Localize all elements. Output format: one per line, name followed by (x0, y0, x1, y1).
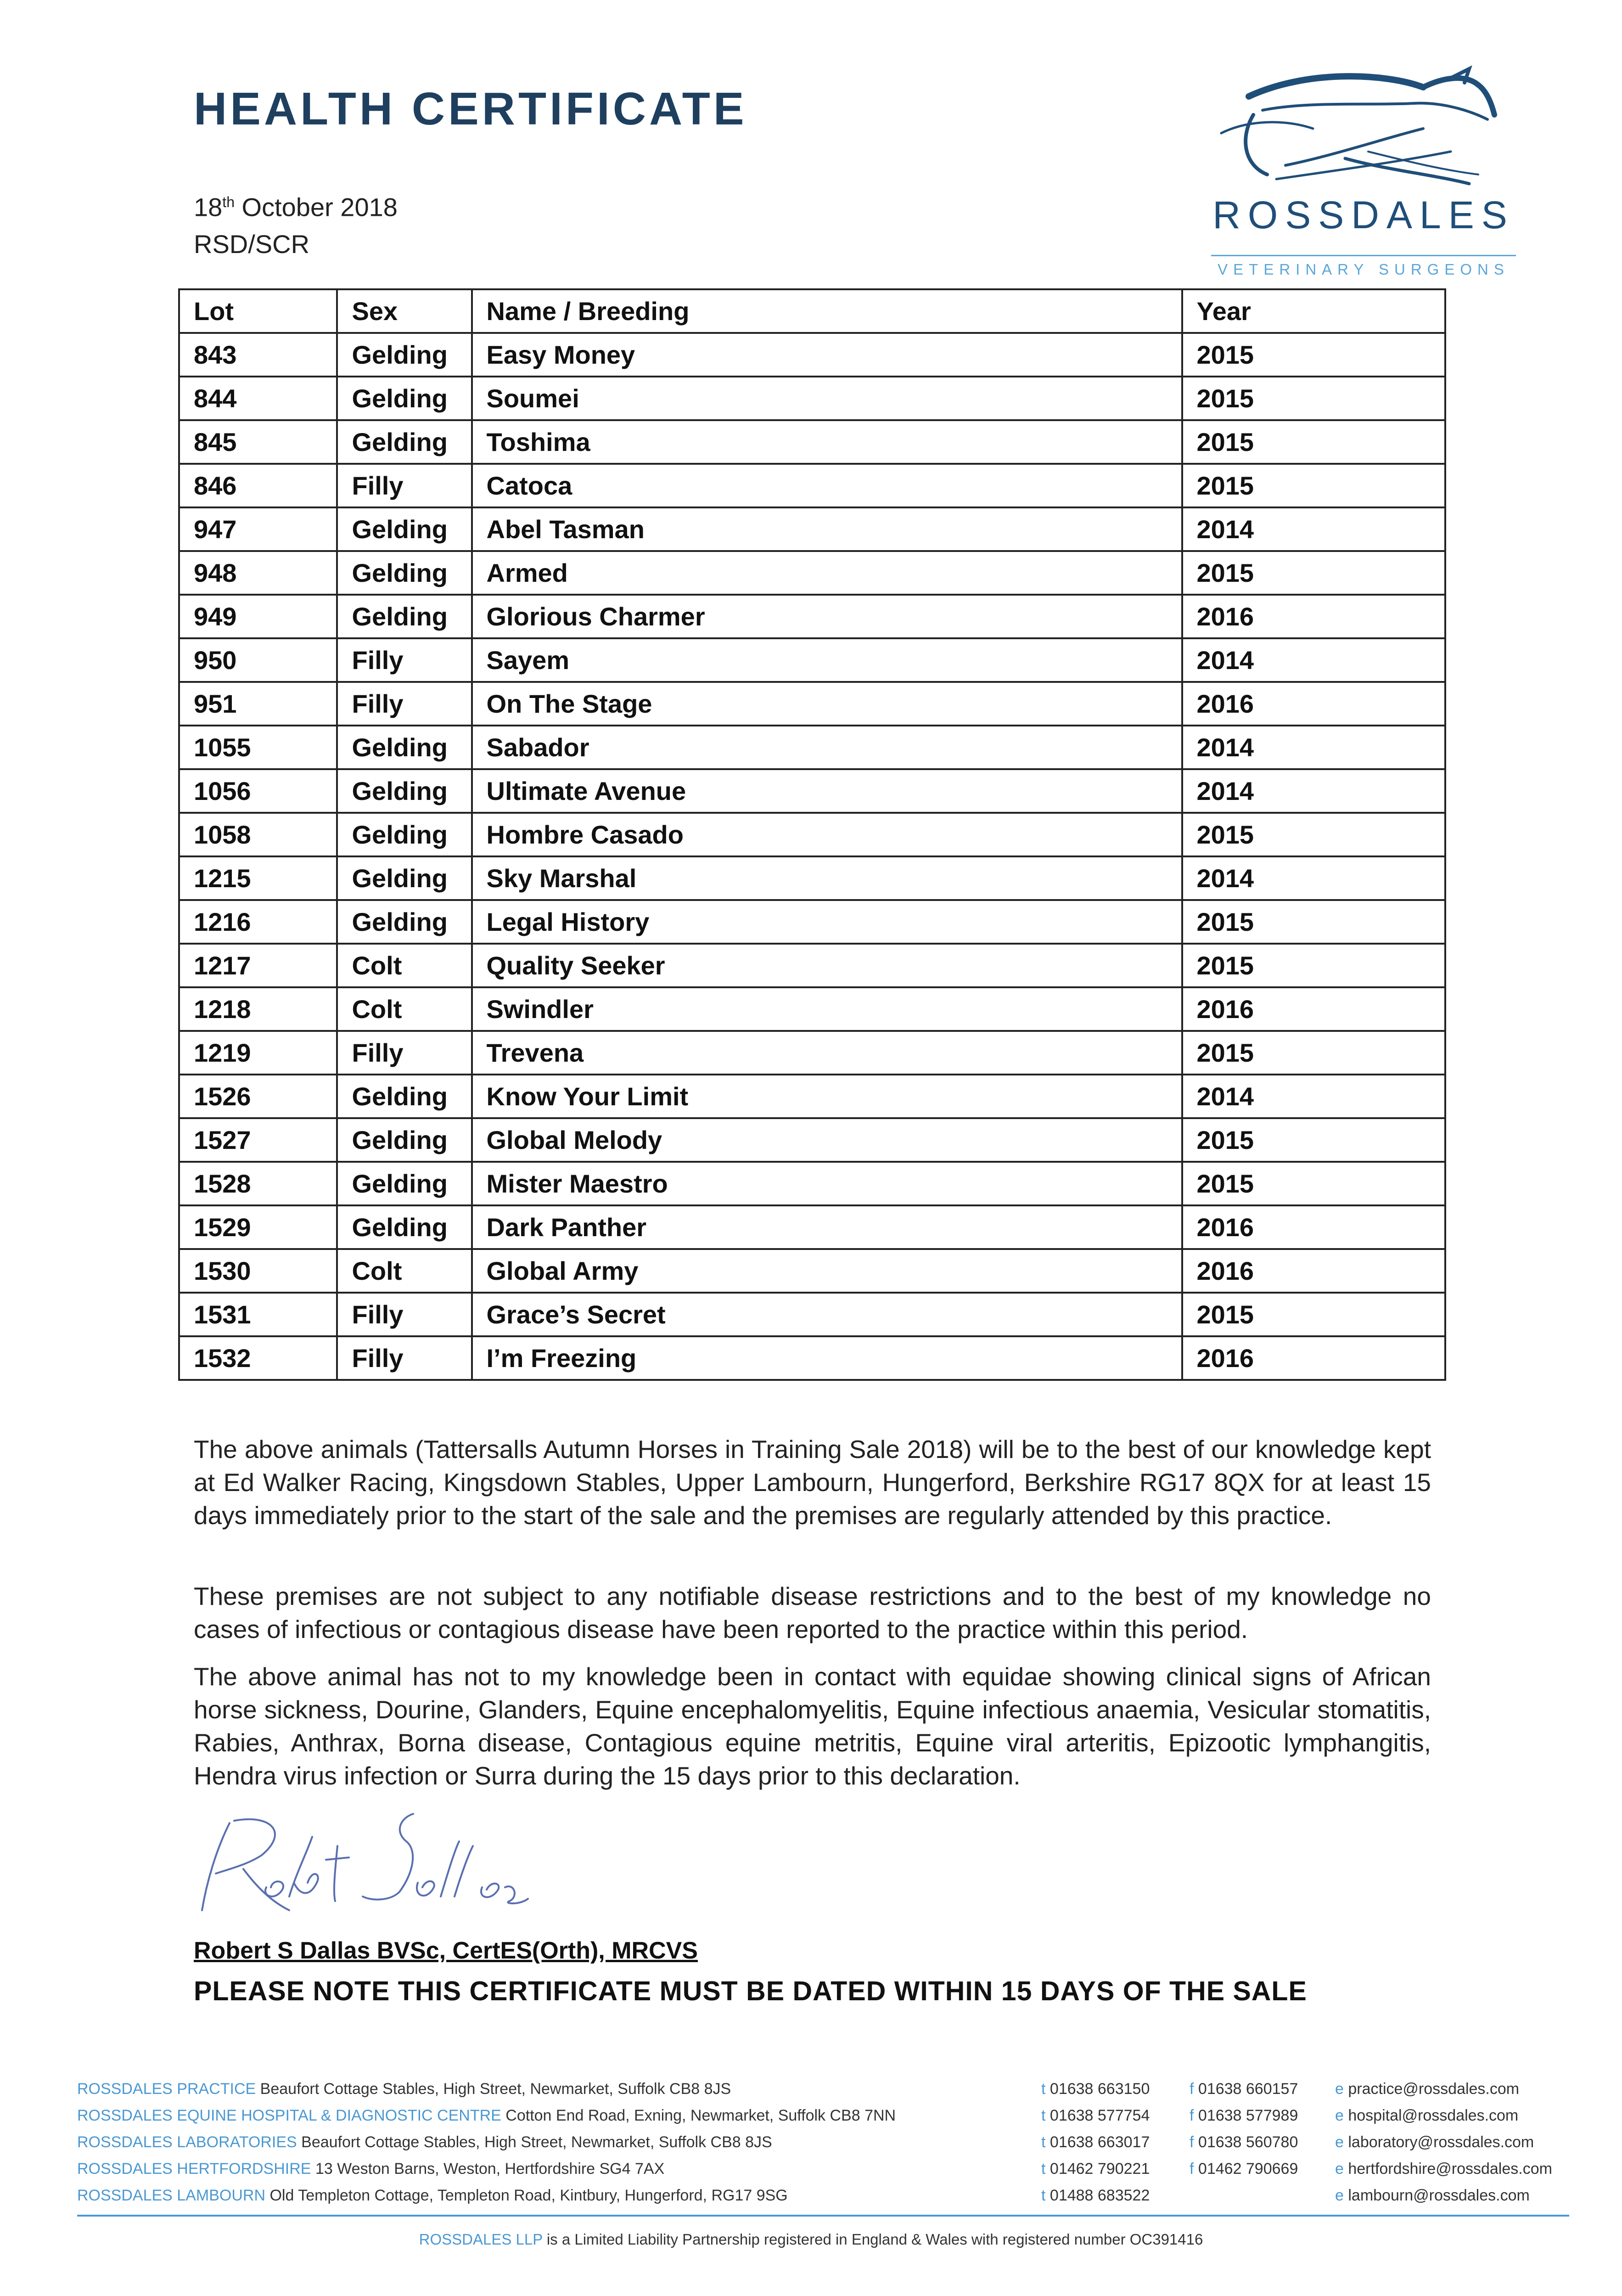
cell-lot: 1215 (179, 856, 337, 900)
signer-name: Robert S Dallas BVSc, CertES(Orth), MRCVS (194, 1937, 698, 1964)
footer-contact-row (77, 2160, 1569, 2187)
cell-lot: 1529 (179, 1205, 337, 1249)
cell-name: Glorious Charmer (472, 595, 1182, 638)
table-row (179, 682, 1445, 726)
cell-year: 2016 (1182, 595, 1446, 638)
cell-sex: Gelding (337, 1075, 471, 1118)
cell-sex: Gelding (337, 551, 471, 595)
footer-contact-row (77, 2080, 1569, 2107)
cell-lot: 1055 (179, 726, 337, 769)
paragraph-diseases: The above animal has not to my knowledge been in contact with equidae showing clinical signs of African horse sickness, Dourine, Glanders, Equine encephalomyelitis, Equine infectious anaemia, Vesicular stomatitis, Rabies, Anthrax, Borna disease, Contagious equine metritis, Equine viral arteritis, Epizootic lymphangitis, Hendra virus infection or Surra during the 15 days prior to this declaration. (194, 1662, 1431, 1790)
cell-year: 2015 (1182, 1118, 1446, 1162)
cell-year: 2016 (1182, 1336, 1446, 1380)
cell-name: Global Army (472, 1249, 1182, 1293)
cell-name: I’m Freezing (472, 1336, 1182, 1380)
branch-email[interactable]: e hertfordshire@rossdales.com (1335, 2160, 1552, 2178)
cell-year: 2015 (1182, 900, 1446, 944)
table-row (179, 464, 1445, 507)
cell-year: 2014 (1182, 638, 1446, 682)
table-row (179, 638, 1445, 682)
logo-divider (1211, 255, 1516, 256)
table-row (179, 856, 1445, 900)
cell-sex: Gelding (337, 900, 471, 944)
branch-email[interactable]: e hospital@rossdales.com (1335, 2107, 1519, 2124)
branch-fax: f 01638 577989 (1190, 2107, 1298, 2124)
cell-lot: 950 (179, 638, 337, 682)
cell-lot: 844 (179, 377, 337, 420)
cell-sex: Gelding (337, 1162, 471, 1205)
cell-name: Hombre Casado (472, 813, 1182, 856)
cell-lot: 1532 (179, 1336, 337, 1380)
cell-lot: 947 (179, 507, 337, 551)
footer-contact-row (77, 2187, 1569, 2213)
cell-sex: Filly (337, 682, 471, 726)
cell-name: Sayem (472, 638, 1182, 682)
table-row (179, 1118, 1445, 1162)
table-row (179, 420, 1445, 464)
cell-lot: 1526 (179, 1075, 337, 1118)
table-row (179, 1293, 1445, 1336)
table-header-row (179, 289, 1445, 333)
cell-sex: Filly (337, 464, 471, 507)
table-row (179, 1205, 1445, 1249)
cell-lot: 949 (179, 595, 337, 638)
cell-name: Swindler (472, 987, 1182, 1031)
footer-divider (77, 2215, 1569, 2217)
cell-sex: Colt (337, 1249, 471, 1293)
llp-registration: ROSSDALES LLP is a Limited Liability Partnership registered in England & Wales with registered number OC391416 (419, 2231, 1203, 2248)
cell-name: Armed (472, 551, 1182, 595)
branch-address: Cotton End Road, Exning, Newmarket, Suffolk CB8 7NN (505, 2107, 896, 2124)
table-row (179, 900, 1445, 944)
table-row (179, 595, 1445, 638)
column-header-lot: Lot (179, 289, 337, 333)
cell-lot: 951 (179, 682, 337, 726)
branch-address: Beaufort Cottage Stables, High Street, Newmarket, Suffolk CB8 8JS (301, 2133, 772, 2151)
cell-lot: 1056 (179, 769, 337, 813)
cell-lot: 1218 (179, 987, 337, 1031)
cell-sex: Colt (337, 944, 471, 987)
branch-address: Beaufort Cottage Stables, High Street, Newmarket, Suffolk CB8 8JS (260, 2080, 731, 2098)
cell-year: 2016 (1182, 987, 1446, 1031)
cell-sex: Gelding (337, 420, 471, 464)
cell-year: 2015 (1182, 944, 1446, 987)
table-row (179, 944, 1445, 987)
branch-fax: f 01638 660157 (1190, 2080, 1298, 2098)
date-block (194, 184, 398, 263)
cell-name: Mister Maestro (472, 1162, 1182, 1205)
footer-contacts (77, 2080, 1569, 2213)
cell-year: 2015 (1182, 1293, 1446, 1336)
cell-name: Dark Panther (472, 1205, 1182, 1249)
branch-name: ROSSDALES PRACTICE (77, 2080, 256, 2098)
table-row (179, 1249, 1445, 1293)
cell-year: 2014 (1182, 507, 1446, 551)
branch-name: ROSSDALES LAMBOURN (77, 2187, 265, 2204)
cell-name: Abel Tasman (472, 507, 1182, 551)
table-row (179, 987, 1445, 1031)
cell-year: 2015 (1182, 1162, 1446, 1205)
cell-sex: Filly (337, 1336, 471, 1380)
cell-name: Toshima (472, 420, 1182, 464)
branch-fax: f 01638 560780 (1190, 2133, 1298, 2151)
signature-image (197, 1805, 546, 1929)
logo-subtitle: VETERINARY SURGEONS (1218, 261, 1510, 278)
branch-phone: t 01488 683522 (1041, 2187, 1150, 2204)
cell-year: 2016 (1182, 1205, 1446, 1249)
cell-name: Soumei (472, 377, 1182, 420)
page-title: HEALTH CERTIFICATE (194, 83, 747, 135)
table-row (179, 507, 1445, 551)
cell-lot: 1219 (179, 1031, 337, 1075)
branch-phone: t 01462 790221 (1041, 2160, 1150, 2178)
cell-lot: 1058 (179, 813, 337, 856)
cell-name: Grace’s Secret (472, 1293, 1182, 1336)
cell-name: Ultimate Avenue (472, 769, 1182, 813)
reference-code: RSD/SCR (194, 229, 310, 259)
footer-contact-row (77, 2133, 1569, 2160)
cell-lot: 846 (179, 464, 337, 507)
branch-name: ROSSDALES EQUINE HOSPITAL & DIAGNOSTIC CENTRE (77, 2107, 501, 2124)
cell-year: 2015 (1182, 464, 1446, 507)
table-row (179, 813, 1445, 856)
cell-lot: 1531 (179, 1293, 337, 1336)
cell-name: On The Stage (472, 682, 1182, 726)
cell-year: 2016 (1182, 682, 1446, 726)
cell-name: Know Your Limit (472, 1075, 1182, 1118)
cell-year: 2015 (1182, 333, 1446, 377)
column-header-sex: Sex (337, 289, 471, 333)
branch-name: ROSSDALES HERTFORDSHIRE (77, 2160, 311, 2178)
branch-address: 13 Weston Barns, Weston, Hertfordshire SG4 7AX (315, 2160, 665, 2178)
cell-sex: Colt (337, 987, 471, 1031)
cell-year: 2016 (1182, 1249, 1446, 1293)
paragraph-location: The above animals (Tattersalls Autumn Horses in Training Sale 2018) will be to the best of our knowledge kept at Ed Walker Racing, Kingsdown Stables, Upper Lambourn, Hungerford, Berkshire RG17 8QX for at least 15 days immediately prior to the start of the sale and the premises are regularly attended by this practice. (194, 1435, 1431, 1530)
cell-name: Sabador (472, 726, 1182, 769)
cell-sex: Gelding (337, 333, 471, 377)
cell-year: 2014 (1182, 726, 1446, 769)
cell-lot: 948 (179, 551, 337, 595)
cell-sex: Gelding (337, 769, 471, 813)
cell-sex: Gelding (337, 856, 471, 900)
cell-lot: 1527 (179, 1118, 337, 1162)
cell-year: 2014 (1182, 769, 1446, 813)
cell-sex: Gelding (337, 813, 471, 856)
cell-sex: Gelding (337, 1118, 471, 1162)
cell-lot: 1530 (179, 1249, 337, 1293)
cell-name: Trevena (472, 1031, 1182, 1075)
cell-name: Global Melody (472, 1118, 1182, 1162)
table-row (179, 769, 1445, 813)
table-row (179, 726, 1445, 769)
cell-name: Legal History (472, 900, 1182, 944)
cell-year: 2015 (1182, 813, 1446, 856)
table-row (179, 1162, 1445, 1205)
footer-contact-row (77, 2107, 1569, 2133)
cell-sex: Filly (337, 1293, 471, 1336)
cell-lot: 1217 (179, 944, 337, 987)
table-row (179, 1075, 1445, 1118)
cell-sex: Filly (337, 1031, 471, 1075)
branch-phone: t 01638 663150 (1041, 2080, 1150, 2098)
cell-sex: Gelding (337, 726, 471, 769)
cell-year: 2015 (1182, 551, 1446, 595)
branch-name: ROSSDALES LABORATORIES (77, 2133, 297, 2151)
branch-email[interactable]: e practice@rossdales.com (1335, 2080, 1520, 2098)
dating-notice: PLEASE NOTE THIS CERTIFICATE MUST BE DATED WITHIN 15 DAYS OF THE SALE (194, 1976, 1307, 2006)
table-row (179, 333, 1445, 377)
cell-year: 2014 (1182, 856, 1446, 900)
cell-name: Catoca (472, 464, 1182, 507)
cell-lot: 1528 (179, 1162, 337, 1205)
cell-lot: 843 (179, 333, 337, 377)
cell-year: 2015 (1182, 420, 1446, 464)
cell-sex: Gelding (337, 507, 471, 551)
logo-wordmark: ROSSDALES (1212, 193, 1515, 236)
cell-sex: Filly (337, 638, 471, 682)
cell-name: Easy Money (472, 333, 1182, 377)
cell-sex: Gelding (337, 377, 471, 420)
column-header-year: Year (1182, 289, 1446, 333)
branch-phone: t 01638 577754 (1041, 2107, 1150, 2124)
certificate-date: 18th October 2018 (194, 192, 398, 222)
cell-lot: 845 (179, 420, 337, 464)
cell-year: 2015 (1182, 1031, 1446, 1075)
cell-sex: Gelding (337, 595, 471, 638)
cell-sex: Gelding (337, 1205, 471, 1249)
branch-address: Old Templeton Cottage, Templeton Road, Kintbury, Hungerford, RG17 9SG (269, 2187, 788, 2204)
table-row (179, 1031, 1445, 1075)
horses-table (178, 288, 1446, 1381)
table-row (179, 551, 1445, 595)
cell-year: 2015 (1182, 377, 1446, 420)
branch-phone: t 01638 663017 (1041, 2133, 1150, 2151)
cell-year: 2014 (1182, 1075, 1446, 1118)
cell-name: Quality Seeker (472, 944, 1182, 987)
table-row (179, 1336, 1445, 1380)
branch-email[interactable]: e lambourn@rossdales.com (1335, 2187, 1530, 2204)
table-row (179, 377, 1445, 420)
branch-fax: f 01462 790669 (1190, 2160, 1298, 2178)
branch-email[interactable]: e laboratory@rossdales.com (1335, 2133, 1534, 2151)
paragraph-restrictions: These premises are not subject to any notifiable disease restrictions and to the best of my knowledge no cases of infectious or contagious disease have been reported to the practice within this period. (194, 1582, 1431, 1643)
cell-lot: 1216 (179, 900, 337, 944)
column-header-name: Name / Breeding (472, 289, 1182, 333)
cell-name: Sky Marshal (472, 856, 1182, 900)
